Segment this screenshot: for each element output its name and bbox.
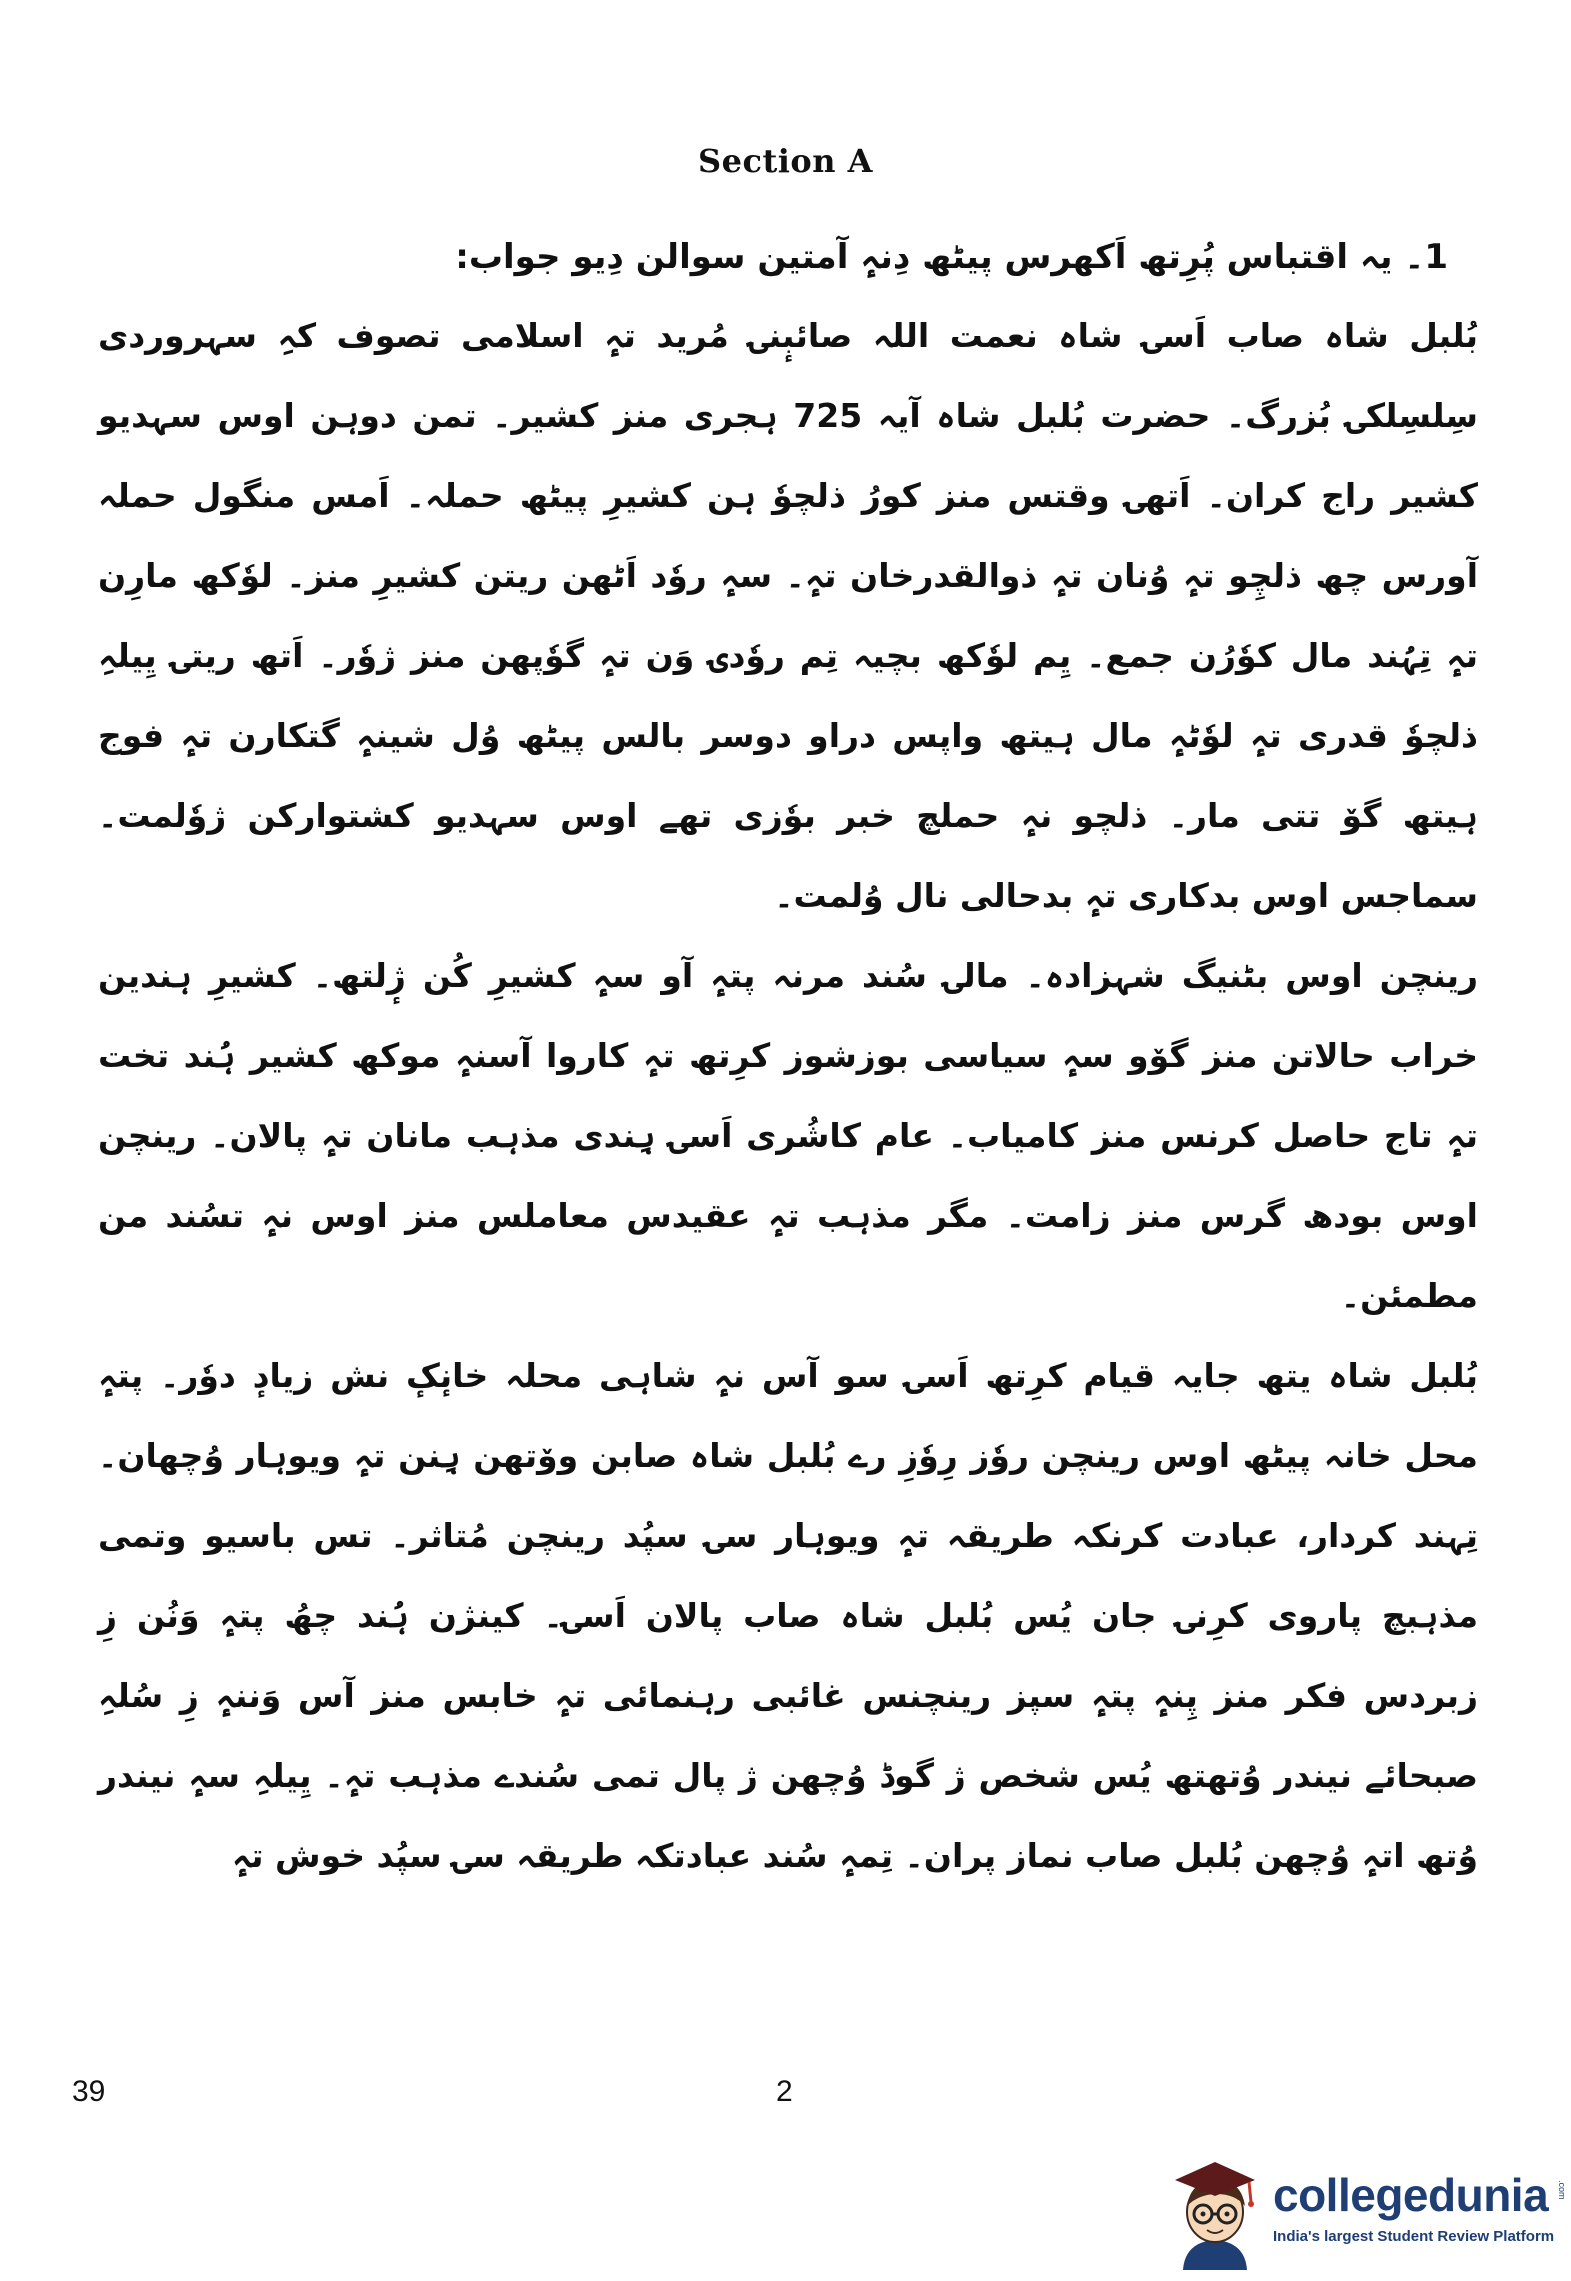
passage-paragraph-3: بُلبل شاہ یتھ جایہ قیام کرِتھ اَسۍ سو آس نہٕ شاہی محلہ خانٕکٕ نش زیادٕ دوٗر۔ پتہٕ محل خانہ پیٹھ اوس رینچن روٗز رِوٗزِ رے بُلبل شاہ صابن وۆتھن ہِنن تہٕ ویوہار وُچھان۔ تِہند کردار، عبادت کرنکہ طریقہ تہٕ ویوہار سۍ سپُد رینچن مُتاثر۔ تس باسیو وتمی مذہبچ پاروی کرِنۍ جان یُس بُلبل شاہ صاب پالان اَسۍ۔ کینژن ہُند چھُ پتہٕ وَنُن زِ زبردس فکر منز پِنہٕ پتہٕ سپز رینچنس غائبی رہنمائی تہٕ خابس منز آس وَننہٕ زِ سُلہِ صبحائے نیندر وُتھتھ یُس شخص ژ گوڈ وُچھن ژ پال تمی سُندے مذہب تہٕ۔ یِیلہِ سہٕ نیندر وُتھ اتہٕ وُچھن بُلبل صاب نماز پران۔ تِمہٕ سُند عبادتکہ طریقہ سۍ سپُد خوش تہٕ <box>98 1356 1478 1875</box>
logo-domain-suffix: .com <box>1557 2180 1567 2200</box>
passage-paragraph-1: بُلبل شاہ صاب اَسۍ شاہ نعمت اللہ صائبٕنۍ مُرید تہٕ اسلامی تصوف کہِ سہروردی سِلسِلکۍ بُزرگ۔ حضرت بُلبل شاہ آیہ 725 ہجری منز کشیر۔ تمن دوہن اوس سہدیو کشیر راج کران۔ اَتھۍ وقتس منز کورُ ذلچوٗ ہن کشیرِ پیٹھ حملہ۔ اَمس منگول حملہ آورس چھ ذلچِو تہٕ وُنان تہٕ ذوالقدرخان تہٕ۔ سہٕ روٗد اَٹھن ریتن کشیرِ منز۔ لوٗکھ مارِن تہٕ تِہُند مال کوٗرُن جمع۔ یِم لوٗکھ بچیہ تِم روٗدۍ وَن تہٕ گوٗپھن منز ژوٗر۔ اَتھ ریتۍ یِیلہِ ذلچوٗ قدری تہٕ لوٗٹہٕ مال ہیتھ واپس دراو دوسر بالس پیٹھ وُل شینہٕ گتکارن تہٕ فوج ہیتھ گوٚ تتی مار۔ ذلچو نہٕ حملچ خبر بوٗزی تھے اوس سہدیو کشتوارکن ژوٗلمت۔ سماجس اوس بدکاری تہٕ بدحالی نال وُلمت۔ <box>98 316 1478 915</box>
graduate-mascot-icon <box>1165 2150 1265 2270</box>
footer-code: 39 <box>72 2075 106 2108</box>
question-block <box>98 226 1478 1896</box>
passage-paragraph-2: رینچن اوس بٹنیگ شہزادہ۔ مالۍ سُند مرنہ پتہٕ آو سہٕ کشیرِ کُن ژٕلتھ۔ کشیرِ ہندین خراب حالاتن منز گوٚو سہٕ سیاسی بوزشوز کرِتھ تہٕ کاروا آسنہٕ موکھ کشیر ہُند تخت تہٕ تاج حاصل کرنس منز کامیاب۔ عام کاشُری اَسۍ ہِندی مذہب مانان تہٕ پالان۔ رینچن اوس بودھ گرس منز زامت۔ مگر مذہب تہٕ عقیدس معاملس منز اوس نہٕ تسُند من مطمئن۔ <box>98 956 1478 1315</box>
page-number: 2 <box>776 2075 793 2108</box>
logo-tagline: India's largest Student Review Platform <box>1273 2228 1555 2245</box>
collegedunia-logo <box>1165 2150 1570 2270</box>
section-title: Section A <box>698 142 873 180</box>
question-prompt: 1۔ یہ اقتباس پُرِتھ اَکھرس پیٹھ دِنہٕ آمتین سوالن دِیو جواب: <box>455 237 1448 277</box>
logo-name: collegedunia <box>1273 2169 1549 2221</box>
